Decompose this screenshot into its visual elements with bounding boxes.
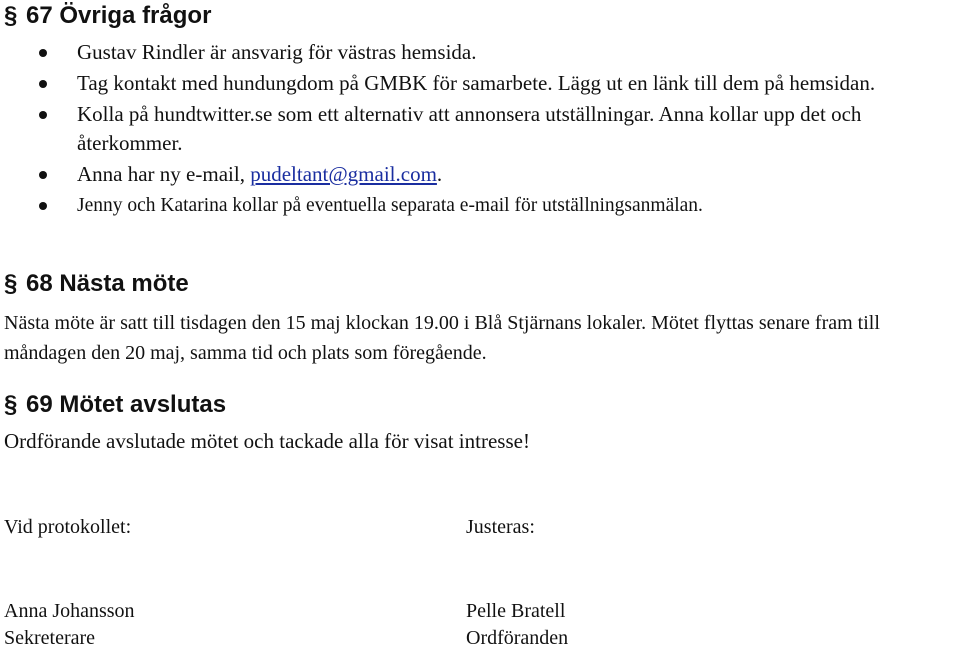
section-68-heading bbox=[4, 270, 189, 298]
section-68-body: Nästa möte är satt till tisdagen den 15 maj klockan 19.00 i Blå Stjärnans lokaler. Mötet flyttas senare fram till måndagen den 20 maj, samma tid och plats som föregående. bbox=[4, 312, 880, 364]
section-67-title: 67 Övriga frågor bbox=[26, 2, 212, 29]
section-69-heading bbox=[4, 391, 226, 419]
list-item bbox=[0, 100, 960, 158]
section-69-title: 69 Mötet avslutas bbox=[26, 391, 227, 418]
section-68-title: 68 Nästa möte bbox=[26, 270, 189, 297]
signature-left-heading: Vid protokollet: bbox=[4, 516, 132, 538]
list-item-text-prefix: Anna har ny e-mail, bbox=[77, 162, 251, 186]
secretary-role: Sekreterare bbox=[4, 627, 96, 649]
section-67-list bbox=[0, 38, 960, 222]
signature-right-heading: Justeras: bbox=[466, 516, 535, 538]
list-item bbox=[0, 69, 960, 98]
secretary-name: Anna Johansson bbox=[4, 600, 135, 622]
bullet-icon bbox=[39, 111, 47, 119]
bullet-icon bbox=[39, 171, 47, 179]
list-item bbox=[0, 160, 960, 189]
list-item-text: Kolla på hundtwitter.se som ett alternativ att annonsera utställningar. Anna kollar upp det och återkommer. bbox=[77, 102, 862, 155]
list-item-text: Tag kontakt med hundungdom på GMBK för samarbete. Lägg ut en länk till dem på hemsidan. bbox=[77, 71, 876, 95]
bullet-icon bbox=[39, 80, 47, 88]
chairman-name: Pelle Bratell bbox=[466, 600, 566, 622]
list-item bbox=[0, 191, 960, 220]
list-item-text-suffix: . bbox=[436, 162, 443, 186]
section-symbol: § bbox=[4, 391, 18, 418]
bullet-icon bbox=[39, 202, 47, 210]
section-symbol: § bbox=[4, 2, 18, 29]
list-item bbox=[0, 38, 960, 67]
bullet-icon bbox=[39, 49, 47, 57]
section-symbol: § bbox=[4, 270, 18, 297]
email-link[interactable]: pudeltant@gmail.com bbox=[250, 162, 437, 186]
chairman-role: Ordföranden bbox=[466, 627, 569, 649]
list-item-text: Gustav Rindler är ansvarig för västras hemsida. bbox=[77, 40, 477, 64]
list-item-text: Jenny och Katarina kollar på eventuella separata e-mail för utställningsanmälan. bbox=[77, 195, 703, 216]
section-69-body: Ordförande avslutade mötet och tackade alla för visat intresse! bbox=[4, 429, 530, 453]
section-67-heading bbox=[4, 2, 211, 30]
